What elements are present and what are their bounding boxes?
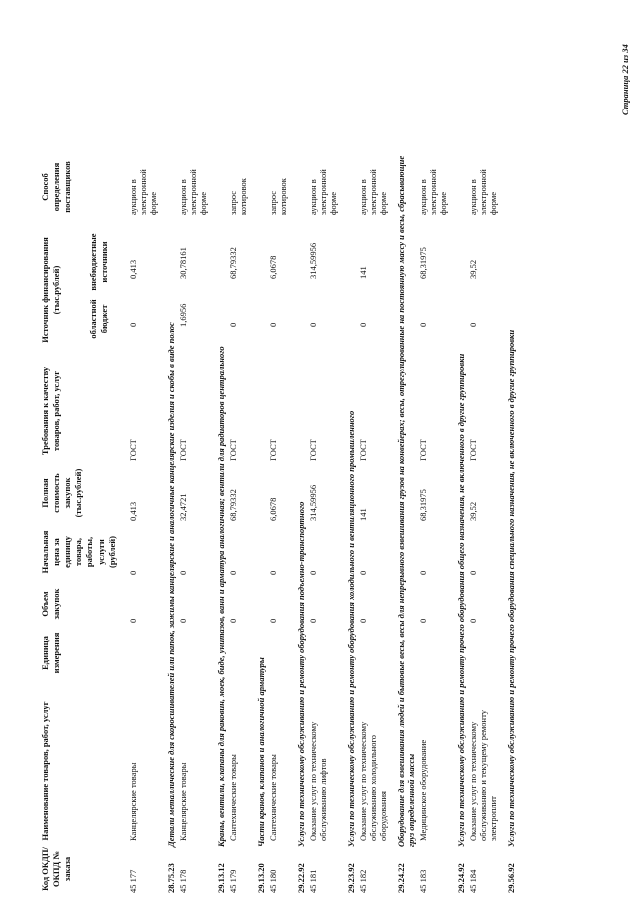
item-method: аукцион в электронной форме [128, 169, 158, 215]
item-source-regional: 1,6956 [178, 303, 188, 327]
group-code: 28.75.23 [166, 863, 176, 893]
item-source-extra: 39,52 [468, 259, 478, 279]
order-number: 45 180 [268, 869, 278, 893]
item-requirements: ГОСТ [128, 439, 138, 461]
header-source-extra: внебюджетные источники [88, 233, 109, 291]
item-price: 0 [418, 570, 428, 575]
item-name: Оказание услуг по техническому обслуживанию холодильного оборудования [358, 721, 388, 841]
group-title: Услуги по техническому обслуживанию и ремонту оборудования холодильного и вентиляционного промышленного [346, 410, 356, 847]
order-number: 45 178 [178, 869, 188, 893]
item-volume: 0 [308, 618, 318, 623]
item-price: 0 [308, 570, 318, 575]
item-name: Канцелярские товары [128, 762, 138, 841]
order-number: 45 184 [468, 869, 478, 893]
header-code: Код ОКДП/ ОКПД № заказа [40, 847, 72, 891]
item-name: Сантехнические товары [268, 754, 278, 841]
group-title: Части кранов, клапанов и аналогичной арматуры [256, 657, 266, 847]
group-code: 29.22.92 [296, 863, 306, 893]
header-requirements: Требования к качеству товаров, работ, услуг [40, 366, 61, 456]
order-number: 45 177 [128, 869, 138, 893]
item-name: Оказание услуг по техническому обслуживанию и текущему ремонту электроплит [468, 710, 498, 841]
item-volume: 0 [128, 618, 138, 623]
item-source-extra: 6,0678 [268, 255, 278, 279]
header-source: Источник финансирования (тыс.рублей) [40, 237, 61, 343]
group-code: 29.24.92 [456, 863, 466, 893]
group-code: 29.13.20 [256, 863, 266, 893]
item-method: аукцион в электронной форме [358, 169, 388, 215]
group-code: 29.56.92 [506, 863, 516, 893]
header-source-regional: областной бюджет [88, 299, 109, 339]
header-unit: Единица измерения [40, 632, 61, 674]
header-name: Наименование товаров, работ, услуг [40, 701, 50, 841]
item-total: 39,52 [468, 501, 478, 521]
item-price: 0 [128, 570, 138, 575]
item-volume: 0 [418, 618, 428, 623]
item-volume: 0 [178, 618, 188, 623]
item-source-extra: 68,31975 [418, 247, 428, 279]
item-source-regional: 0 [418, 322, 428, 327]
group-code: 29.23.92 [346, 863, 356, 893]
order-number: 45 179 [228, 869, 238, 893]
item-source-extra: 0,413 [128, 259, 138, 279]
item-source-regional: 0 [308, 322, 318, 327]
item-total: 0,413 [128, 501, 138, 521]
header-price: Начальная цена за единицу товара, работы, [40, 530, 94, 574]
item-price: 0 [228, 570, 238, 575]
group-title: Услуги по техническому обслуживанию и ремонту оборудования подъемно-транспортного [296, 501, 306, 847]
group-title: Детали металлические для скоросшивателей или папок, зажимы канцелярские и аналогичные канцелярские изделия и скобы в виде полос [166, 322, 176, 847]
item-total: 141 [358, 508, 368, 521]
item-price: 0 [468, 570, 478, 575]
item-name: Медицинское оборудование [418, 739, 428, 841]
item-volume: 0 [358, 618, 368, 623]
item-total: 68,79332 [228, 489, 238, 521]
item-volume: 0 [468, 618, 478, 623]
item-volume: 0 [228, 618, 238, 623]
item-total: 68,31975 [418, 489, 428, 521]
page-footer: Страница 22 из 34 [620, 44, 630, 115]
item-name: Канцелярские товары [178, 762, 188, 841]
item-method: аукцион в электронной форме [178, 169, 208, 215]
header-volume: Объем закупок [40, 588, 61, 620]
item-total: 314,59956 [308, 484, 318, 521]
item-requirements: ГОСТ [268, 439, 278, 461]
item-price: 0 [268, 570, 278, 575]
item-price: 0 [358, 570, 368, 575]
item-requirements: ГОСТ [418, 439, 428, 461]
item-name: Сантехнические товары [228, 754, 238, 841]
item-source-extra: 68,79332 [228, 247, 238, 279]
item-requirements: ГОСТ [358, 439, 368, 461]
header-total: Полная стоимость закупок (тыс.рублей) [40, 468, 83, 518]
order-number: 45 181 [308, 869, 318, 893]
order-number: 45 183 [418, 869, 428, 893]
item-method: запрос котировок [268, 178, 288, 215]
group-title: Услуги по техническому обслуживанию и ремонту прочего оборудования общего назначения, не включенного в другие группировки [456, 353, 466, 847]
item-source-regional: 0 [358, 322, 368, 327]
item-method: аукцион в электронной форме [468, 169, 498, 215]
item-total: 32,4721 [178, 493, 188, 521]
item-method: аукцион в электронной форме [308, 169, 338, 215]
item-source-regional: 0 [228, 322, 238, 327]
item-price: 0 [178, 570, 188, 575]
item-volume: 0 [268, 618, 278, 623]
header-price-services: услуги (рублей) [96, 536, 117, 568]
group-title: Оборудование для взвешивания людей и бытовые весы, весы для непрерывного взвешивания грузов на конвейерах; весы, отрегулированные на постоянную массу и весы, сбрасывающие груз определенной массы [396, 155, 416, 847]
item-source-regional: 0 [468, 322, 478, 327]
item-source-regional: 0 [268, 322, 278, 327]
item-source-regional: 0 [128, 322, 138, 327]
header-method: Способ определения поставщиков [40, 161, 72, 213]
item-total: 6,0678 [268, 497, 278, 521]
group-code: 29.24.22 [396, 863, 406, 893]
group-title: Краны, вентили, клапаны для раковин, моек, биде, унитазов, ванн и арматура аналогичная; вентили для радиаторов центрального [216, 346, 226, 847]
item-requirements: ГОСТ [468, 439, 478, 461]
item-name: Оказание услуг по техническому обслуживанию лифтов [308, 721, 328, 841]
item-method: аукцион в электронной форме [418, 169, 448, 215]
item-method: запрос котировок [228, 178, 248, 215]
order-number: 45 182 [358, 869, 368, 893]
item-requirements: ГОСТ [178, 439, 188, 461]
item-source-extra: 30,78161 [178, 247, 188, 279]
item-source-extra: 314,59956 [308, 242, 318, 279]
item-requirements: ГОСТ [308, 439, 318, 461]
group-title: Услуги по техническому обслуживанию и ремонту прочего оборудования специального назначения, не включенного в другие группировки [506, 329, 516, 847]
item-source-extra: 141 [358, 266, 368, 279]
group-code: 29.13.12 [216, 863, 226, 893]
item-requirements: ГОСТ [228, 439, 238, 461]
